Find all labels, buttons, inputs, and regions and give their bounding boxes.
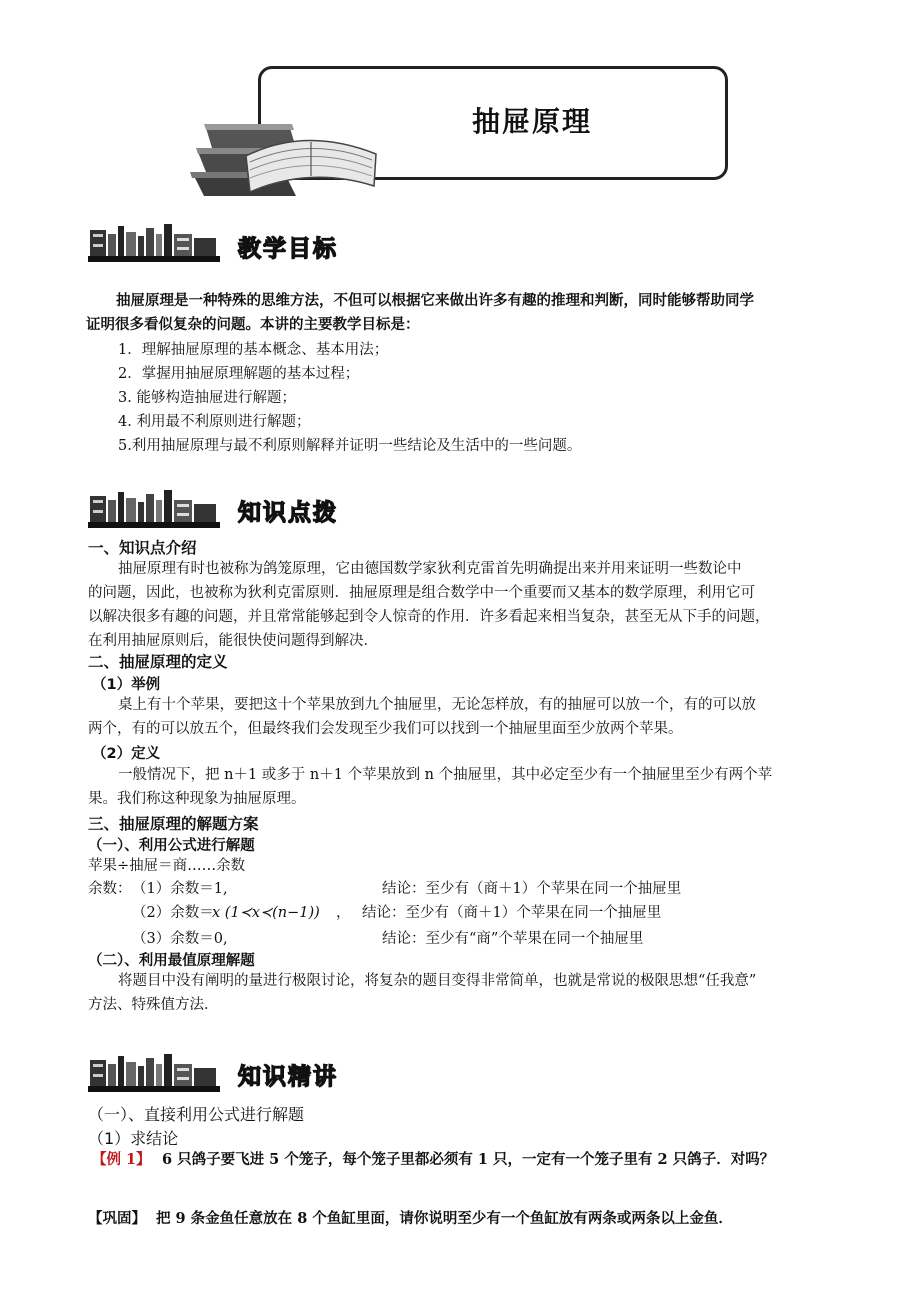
paragraph-line: 抽屉原理有时也被称为鸽笼原理，它由德国数学家狄利克雷首先明确提出来并用来证明一些数论中 [118, 561, 742, 577]
bookshelf-icon [88, 1052, 220, 1094]
objective-item: 4. 利用最不利原则进行解题； [118, 414, 311, 430]
objective-item: 2．掌握用抽屉原理解题的基本过程； [118, 366, 360, 382]
bookshelf-icon [88, 488, 220, 530]
paragraph-line: 桌上有十个苹果，要把这十个苹果放到九个抽屉里，无论怎样放，有的抽屉可以放一个，有的可以放 [118, 697, 756, 713]
example-tag: 【例 1】 [92, 1151, 151, 1168]
objectives-intro-line1: 抽屉原理是一种特殊的思维方法，不但可以根据它来做出许多有趣的推理和判断，同时能够帮助同学 [116, 292, 754, 309]
section-title-lecture: 知识精讲 [238, 1064, 338, 1090]
remainder-case-2-math: x (1≺x≺(n−1)) [212, 905, 320, 921]
example-text: 6 只鸽子要飞进 5 个笼子，每个笼子里都必须有 1 只，一定有一个笼子里有 2 只鸽子．对吗？ [162, 1151, 775, 1168]
consolidate-tag: 【巩固】 [88, 1210, 146, 1227]
formula-text: 苹果÷抽屉＝商……余数 [88, 858, 246, 874]
objectives-intro-line2: 证明很多看似复杂的问题。本讲的主要教学目标是： [86, 316, 420, 333]
paragraph-line: 一般情况下，把 n＋1 或多于 n＋1 个苹果放到 n 个抽屉里，其中必定至少有一个抽屉里至少有两个苹 [118, 767, 773, 783]
subheading-extremum-method: （二）、利用最值原理解题 [88, 953, 255, 969]
paragraph-line: 的问题，因此，也被称为狄利克雷原则．抽屉原理是组合数学中一个重要而又基本的数学原理，利用它可 [88, 585, 755, 601]
subheading-definition: （2）定义 [92, 746, 161, 762]
section-title-objectives: 教学目标 [238, 236, 338, 262]
page-title: 抽屉原理 [471, 105, 592, 138]
remainder-conclusion-2: 结论：至少有（商＋1）个苹果在同一个抽屉里 [362, 905, 662, 921]
remainder-case-1: （1）余数＝1, [132, 881, 228, 897]
heading-knowledge-intro: 一、知识点介绍 [88, 539, 197, 557]
paragraph-line: 两个，有的可以放五个，但最终我们会发现至少我们可以找到一个抽屉里面至少放两个苹果。 [88, 721, 683, 737]
objective-item: 5.利用抽屉原理与最不利原则解释并证明一些结论及生活中的一些问题。 [118, 438, 582, 454]
objective-item: 3. 能够构造抽屉进行解题； [118, 390, 296, 406]
heading-solution-plan: 三、抽屉原理的解题方案 [88, 815, 259, 833]
lecture-heading: （一）、直接利用公式进行解题 [88, 1105, 305, 1124]
objective-item: 1．理解抽屉原理的基本概念、基本用法； [118, 342, 389, 358]
paragraph-line: 果。我们称这种现象为抽屉原理。 [88, 791, 306, 807]
book-stack-icon [186, 116, 382, 200]
section-title-knowledge: 知识点拨 [238, 500, 338, 526]
paragraph-line: 在利用抽屉原则后，能很快使问题得到解决． [88, 633, 378, 649]
paragraph-line: 将题目中没有阐明的量进行极限讨论，将复杂的题目变得非常简单，也就是常说的极限思想“任我意” [118, 973, 757, 989]
remainder-label: 余数： [88, 881, 132, 897]
subheading-formula-method: （一）、利用公式进行解题 [88, 838, 255, 854]
paragraph-line: 以解决很多有趣的问题，并且常常能够起到令人惊奇的作用．许多看起来相当复杂，甚至无从下手的问题， [88, 609, 770, 625]
consolidate-text: 把 9 条金鱼任意放在 8 个鱼缸里面，请你说明至少有一个鱼缸放有两条或两条以上金鱼． [156, 1210, 733, 1227]
remainder-case-2: （2）余数＝ [132, 905, 214, 921]
paragraph-line: 方法、特殊值方法． [88, 997, 219, 1013]
subheading-example: （1）举例 [92, 677, 161, 693]
remainder-conclusion-1: 结论：至少有（商＋1）个苹果在同一个抽屉里 [382, 881, 682, 897]
remainder-case-3: （3）余数＝0, [132, 931, 228, 947]
bookshelf-icon [88, 222, 220, 264]
heading-definition: 二、抽屉原理的定义 [88, 653, 228, 671]
lecture-subheading: （1）求结论 [88, 1129, 179, 1148]
remainder-case-2-comma: ， [336, 905, 351, 921]
remainder-conclusion-3: 结论：至少有“商”个苹果在同一个抽屉里 [382, 931, 644, 947]
